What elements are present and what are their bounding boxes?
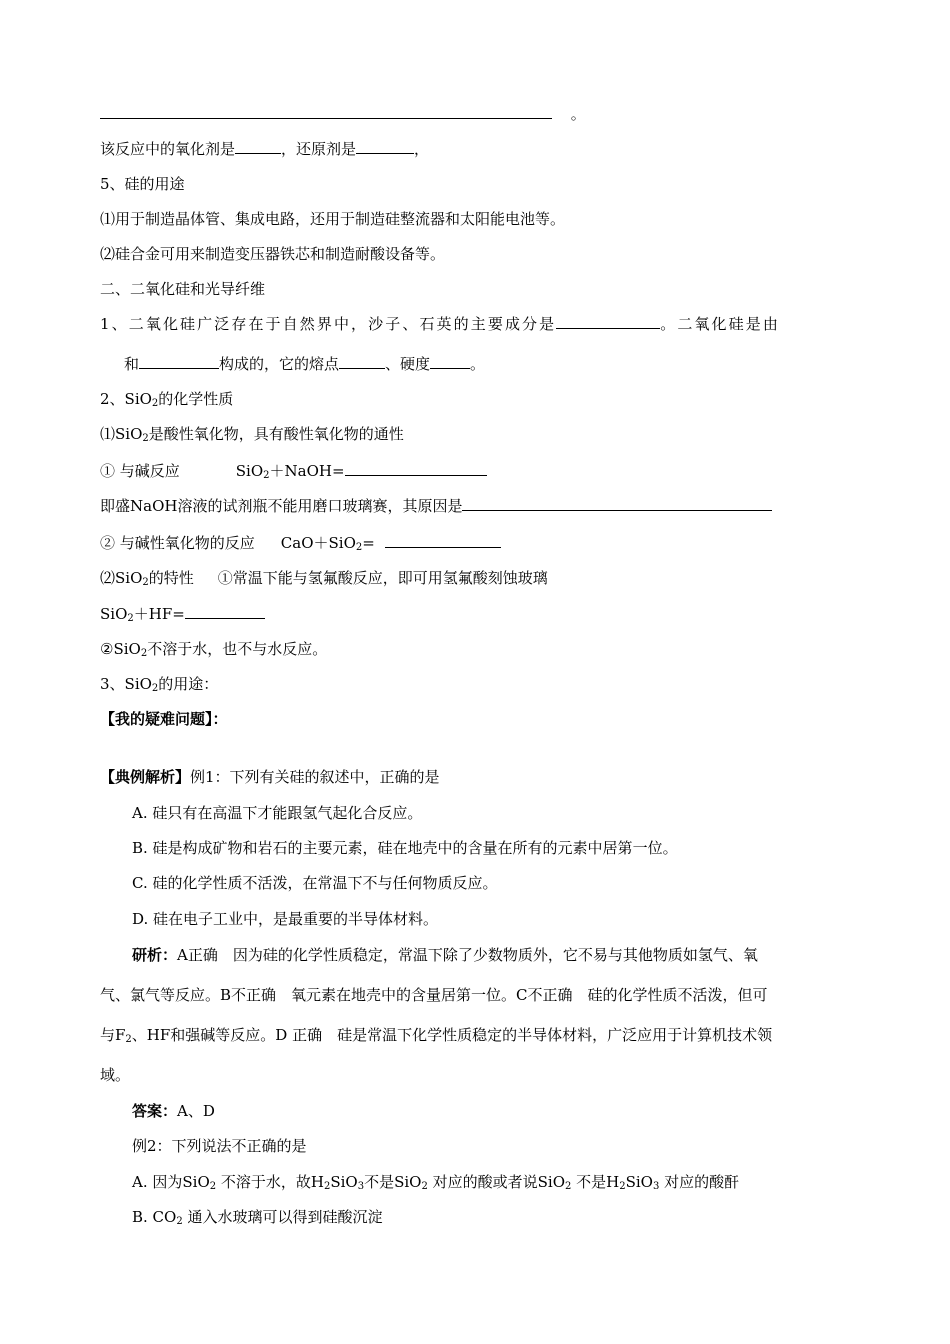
text: 即盛NaOH溶液的试剂瓶不能用磨口玻璃赛，其原因是 bbox=[100, 497, 463, 515]
paragraph bbox=[100, 424, 404, 444]
subscript: 2 bbox=[619, 1181, 626, 1192]
text: A. 因为SiO bbox=[132, 1173, 210, 1191]
reaction-line bbox=[100, 533, 501, 553]
paragraph bbox=[124, 354, 485, 374]
subscript: 2 bbox=[125, 1034, 132, 1045]
text: 3、SiO bbox=[100, 675, 152, 693]
option-b bbox=[132, 1207, 383, 1227]
text: 的用途： bbox=[158, 675, 219, 693]
analysis-line bbox=[100, 1025, 772, 1045]
text: 构成的，它的熔点 bbox=[219, 355, 340, 373]
text: 不是SiO bbox=[364, 1173, 422, 1191]
text: 该反应中的氧化剂是 bbox=[100, 140, 236, 158]
oxidant-reductant-line bbox=[100, 139, 429, 159]
answer-value: A、D bbox=[177, 1102, 215, 1120]
text: 的特性 bbox=[148, 569, 194, 587]
subscript: 2 bbox=[151, 683, 159, 694]
text: 对应的酸酐 bbox=[659, 1173, 740, 1191]
text: ①常温下能与氢氟酸反应，即可用氢氟酸刻蚀玻璃 bbox=[217, 569, 548, 587]
analysis-line: 气、氯气等反应。B不正确 氧元素在地壳中的含量居第一位。C不正确 硅的化学性质不活泼，但可 bbox=[100, 986, 768, 1004]
text: 和 bbox=[124, 355, 140, 373]
text: SiO bbox=[235, 462, 264, 480]
analysis-line bbox=[132, 945, 758, 965]
text: SiO bbox=[625, 1173, 653, 1191]
text: ⑵SiO bbox=[100, 569, 143, 587]
oxidant-blank bbox=[235, 139, 281, 154]
reaction-line bbox=[100, 604, 265, 624]
text: SiO bbox=[330, 1173, 358, 1191]
blank bbox=[430, 354, 470, 369]
subscript: 2 bbox=[355, 542, 363, 553]
blank bbox=[139, 354, 219, 369]
reaction-line bbox=[100, 461, 487, 481]
text: 不溶于水，也不与水反应。 bbox=[147, 640, 328, 658]
text: 。 bbox=[470, 355, 486, 373]
answer-line-1 bbox=[100, 104, 586, 124]
section-heading bbox=[100, 389, 233, 409]
paragraph bbox=[100, 568, 548, 588]
subscript: 2 bbox=[127, 613, 134, 624]
subscript: 2 bbox=[142, 577, 149, 588]
text: CaO＋SiO bbox=[280, 534, 356, 552]
option-c: C. 硅的化学性质不活泼，在常温下不与任何物质反应。 bbox=[132, 874, 498, 892]
analysis-label: 研析： bbox=[132, 946, 178, 964]
text: ② 与碱性氧化物的反应 bbox=[100, 534, 255, 552]
text: 对应的酸或者说SiO bbox=[427, 1173, 565, 1191]
reductant-blank bbox=[356, 139, 414, 154]
text: 。二氧化硅是由 bbox=[660, 315, 780, 333]
subscript: 2 bbox=[140, 648, 148, 659]
text: 通入水玻璃可以得到硅酸沉淀 bbox=[182, 1208, 383, 1226]
answer-label: 答案： bbox=[132, 1102, 178, 1120]
blank bbox=[339, 354, 385, 369]
text: 、HF和强碱等反应。D 正确 硅是常温下化学性质稳定的半导体材料，广泛应用于计算机技术领 bbox=[131, 1026, 773, 1044]
option-a bbox=[132, 1172, 739, 1192]
blank bbox=[185, 604, 265, 619]
text: ， bbox=[414, 140, 430, 158]
text: ，还原剂是 bbox=[281, 140, 357, 158]
analysis-line: 域。 bbox=[100, 1066, 131, 1084]
subscript: 2 bbox=[176, 1216, 183, 1227]
blank bbox=[385, 533, 501, 548]
text: ＋NaOH= bbox=[269, 462, 345, 480]
subscript: 2 bbox=[565, 1181, 572, 1192]
option-a: A. 硅只有在高温下才能跟氢气起化合反应。 bbox=[132, 804, 423, 822]
text: ⑴SiO bbox=[100, 425, 143, 443]
answer-line bbox=[132, 1101, 215, 1121]
subscript: 2 bbox=[209, 1181, 217, 1192]
text: ②SiO bbox=[100, 640, 141, 658]
subscript: 2 bbox=[151, 398, 159, 409]
section-heading: 5、硅的用途 bbox=[100, 175, 185, 193]
example-1-question bbox=[100, 767, 440, 787]
paragraph bbox=[100, 674, 218, 694]
paragraph bbox=[100, 496, 772, 516]
text: 、硬度 bbox=[385, 355, 431, 373]
text: 与F bbox=[100, 1026, 126, 1044]
blank bbox=[100, 104, 552, 119]
paragraph bbox=[100, 639, 327, 659]
line-end: 。 bbox=[570, 105, 586, 123]
blank bbox=[345, 461, 487, 476]
subscript: 2 bbox=[263, 470, 270, 481]
text: ＋HF= bbox=[133, 605, 185, 623]
option-b: B. 硅是构成矿物和岩石的主要元素，硅在地壳中的含量在所有的元素中居第一位。 bbox=[132, 839, 678, 857]
text: 的化学性质 bbox=[158, 390, 234, 408]
example-2-question: 例2：下列说法不正确的是 bbox=[132, 1137, 307, 1155]
subscript: 3 bbox=[357, 1181, 365, 1192]
difficult-questions-heading: 【我的疑难问题】： bbox=[100, 710, 228, 728]
blank bbox=[556, 314, 660, 329]
text: 1、二氧化硅广泛存在于自然界中，沙子、石英的主要成分是 bbox=[100, 315, 557, 333]
text: 2、SiO bbox=[100, 390, 152, 408]
section-heading: 二、二氧化硅和光导纤维 bbox=[100, 280, 266, 298]
text: SiO bbox=[100, 605, 128, 623]
paragraph bbox=[100, 314, 780, 334]
blank bbox=[462, 496, 772, 511]
text: 不溶于水，故H bbox=[216, 1173, 324, 1191]
text: A正确 因为硅的化学性质稳定，常温下除了少数物质外，它不易与其他物质如氢气、氧 bbox=[177, 946, 758, 964]
text: = bbox=[362, 534, 375, 552]
example-label: 【典例解析】 bbox=[100, 768, 191, 786]
subscript: 2 bbox=[323, 1181, 331, 1192]
subscript: 2 bbox=[421, 1181, 428, 1192]
subscript: 2 bbox=[142, 433, 149, 444]
paragraph: ⑴用于制造晶体管、集成电路，还用于制造硅整流器和太阳能电池等。 bbox=[100, 210, 566, 228]
option-d: D. 硅在电子工业中，是最重要的半导体材料。 bbox=[132, 910, 439, 928]
text: B. CO bbox=[132, 1208, 177, 1226]
text: ① 与碱反应 bbox=[100, 462, 180, 480]
subscript: 3 bbox=[652, 1181, 660, 1192]
text: 例1：下列有关硅的叙述中，正确的是 bbox=[190, 768, 440, 786]
paragraph: ⑵硅合金可用来制造变压器铁芯和制造耐酸设备等。 bbox=[100, 245, 446, 263]
text: 不是H bbox=[571, 1173, 620, 1191]
text: 是酸性氧化物，具有酸性氧化物的通性 bbox=[148, 425, 404, 443]
